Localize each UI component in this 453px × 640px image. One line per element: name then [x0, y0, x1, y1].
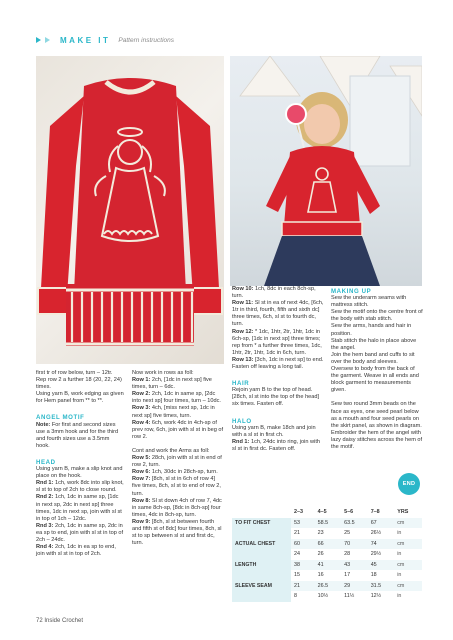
table-cell: 17	[344, 572, 351, 579]
row-label: TO FIT CHEST	[232, 518, 291, 529]
text-column-3	[232, 286, 324, 453]
paragraph: Rnd 3: 2ch, 1dc in same sp, 2dc in ea sp to end, join with sl st in top of 2ch – 24dc.	[36, 522, 124, 543]
paragraph: Row 4: 6ch, work 4dc in 4ch-sp of prev row, 6ch, join with sl st in beg of row 2.	[132, 419, 224, 440]
page-header	[36, 32, 174, 48]
table-row	[232, 560, 422, 571]
table-cell: 45	[368, 560, 395, 571]
paragraph: Row 9: [8ch, sl st between fourth and fifth st of 8dc] four times, 8ch, sl st to sp between sl st and first dc, turn.	[132, 518, 222, 547]
paragraph: Rejoin yarn B to the top of head. [28ch, sl st into the top of the head] six times. Fasten off.	[232, 387, 320, 408]
table-row	[232, 581, 422, 592]
row-label: ACTUAL CHEST	[232, 539, 291, 550]
table-cell: 8	[294, 593, 297, 600]
table-cell: 16	[317, 572, 324, 579]
end-badge: END	[398, 473, 420, 495]
paragraph: Rnd 4: 2ch, 1dc in ea sp to end, join with sl st in top of 2ch.	[36, 544, 116, 558]
table-cell-unit: in	[397, 572, 402, 579]
text-column-1	[36, 370, 124, 558]
table-cell: 38	[291, 560, 315, 571]
paragraph: first tr of row below, turn – 12tr. Rep row 2 a further 18 (20, 22, 24) times. Using yarn B, work edging as given for Hem panel from ** to **.	[36, 370, 124, 405]
table-cell: 15	[294, 572, 300, 579]
table-cell: 67	[368, 518, 395, 529]
table-row	[232, 518, 422, 529]
arrow-icon	[36, 37, 41, 43]
table-cell: 26½	[370, 530, 382, 537]
table-cell: 24	[294, 551, 300, 558]
table-cell-unit: in	[397, 530, 402, 537]
table-cell: 41	[315, 560, 342, 571]
paragraph: Row 10: 1ch, 8dc in each 8ch-sp, turn.	[232, 286, 316, 300]
table-cell: 12½	[370, 593, 382, 600]
text-column-4	[331, 286, 423, 451]
row-label	[232, 570, 291, 581]
row-label	[232, 591, 291, 602]
table-cell-unit: in	[397, 593, 402, 600]
table-cell: 26.5	[315, 581, 342, 592]
paragraph: Now work in rows as foll:	[132, 370, 194, 376]
page-footer: 72 Inside Crochet	[36, 618, 84, 624]
table-cell: 10½	[317, 593, 329, 600]
table-cell: 21	[291, 581, 315, 592]
table-cell: 21	[294, 530, 300, 537]
paragraph: Sew two round 3mm beads on the face as eyes, one seed pearl below as a mouth and four seed pearls on the skirt panel, as shown in diagram. Embroider the hem of the angel with lazy daisy stitches across the hem of the motif.	[331, 401, 423, 450]
table-cell-unit: cm	[394, 539, 422, 550]
table-cell: 26	[317, 551, 324, 558]
table-cell: 58.5	[315, 518, 342, 529]
table-cell-unit: cm	[394, 560, 422, 571]
table-cell: 74	[368, 539, 395, 550]
table-cell: 29½	[370, 551, 382, 558]
table-cell: 63.5	[341, 518, 368, 529]
table-cell: 18	[370, 572, 377, 579]
measurements-table	[232, 507, 422, 602]
paragraph: Row 1: 2ch, [1dc in next sp] five times, turn – 6dc.	[132, 377, 212, 391]
section-title: MAKE IT	[60, 35, 111, 45]
table-header-cell: 4–5	[317, 509, 327, 516]
table-cell: 31.5	[368, 581, 395, 592]
section-subtitle: Pattern instructions	[118, 36, 175, 44]
model-image	[230, 56, 422, 286]
paragraph: Sew the underarm seams with mattress stitch. Sew the motif onto the centre front of the body with stab stitch. Sew the arms, hands and hair in position. Stab stitch the halo in place above the angel. Join the hem band and cuffs to sit over the body and sleeves. Oversew to body from the back of the garment. Weave in all ends and block garment to measurements given.	[331, 295, 423, 394]
paragraph: Note: For first and second sizes use a 3mm hook and for the third and fourth sizes use a 3.5mm hook.	[36, 421, 119, 449]
table-cell: 11½	[344, 593, 355, 600]
table-header-cell: 2–3	[294, 509, 303, 516]
table-cell-unit: cm	[394, 518, 422, 529]
table-header-cell: 5–6	[344, 509, 354, 516]
row-label	[232, 528, 291, 539]
row-label: LENGTH	[232, 560, 291, 571]
paragraph: Row 8: Sl st down 4ch of row 7, 4dc in same 8ch-sp, [8dc in 8ch-sp] four times, 4dc in 8ch-sp, turn.	[132, 497, 222, 518]
heading-angel-motif: ANGEL MOTIF	[36, 414, 85, 422]
paragraph: Cont and work the Arms as foll:	[132, 447, 210, 454]
row-label	[232, 549, 291, 560]
table-cell: 29	[341, 581, 368, 592]
paragraph: Rnd 1: 1ch, 24dc into ring, join with sl st in first dc. Fasten off.	[232, 438, 320, 452]
row-label: SLEEVE SEAM	[232, 581, 291, 592]
text-column-2	[132, 370, 224, 547]
table-header-cell: 7–8	[370, 509, 380, 516]
table-cell: 23	[317, 530, 324, 537]
table-cell: 70	[341, 539, 368, 550]
table-cell: 25	[344, 530, 351, 537]
table-cell-unit: in	[397, 551, 402, 558]
paragraph: Rnd 1: 1ch, work 8dc into slip knot, sl st to top of 2ch to close round.	[36, 480, 124, 494]
heading-hair: HAIR	[232, 380, 250, 388]
table-cell: 28	[344, 551, 351, 558]
paragraph: Row 12: * 1dc, 1htr, 2tr, 1htr, 1dc in 6ch-sp, [1dc in next sp] three times; rep from * a further three times, 1dc, 1htr, 2tr, 1htr, 1dc in 6ch, turn.	[232, 328, 322, 356]
table-header-cell: YRS	[397, 509, 409, 516]
table-cell: 60	[291, 539, 315, 550]
table-header-row	[232, 507, 422, 518]
table-header-cell	[232, 507, 291, 518]
table-cell-unit: cm	[394, 581, 422, 592]
table-cell: 66	[315, 539, 342, 550]
model-photo	[230, 56, 422, 286]
table-row	[232, 570, 422, 581]
sweater-image	[36, 56, 224, 364]
paragraph: Row 13: [3ch, 1dc in next sp] to end. Fasten off leaving a long tail.	[232, 356, 324, 371]
paragraph: Row 11: Sl st in ea of next 4dc, [6ch, 1tr in third, fourth, fifth and sixth dc] three times, 6ch, sl st to fourth dc, turn.	[232, 300, 324, 328]
sweater-photo	[36, 56, 224, 364]
paragraph: Row 7: [8ch, sl st in 6ch of row 4] five times, 8ch, sl st to end of row 2, turn.	[132, 476, 221, 497]
paragraph: Row 6: 1ch, 30dc in 28ch-sp, turn.	[132, 469, 218, 476]
paragraph: Using yarn B, make a slip knot and place on the hook.	[36, 466, 123, 480]
table-cell: 43	[341, 560, 368, 571]
arrow-icon	[45, 37, 50, 43]
table-cell: 53	[291, 518, 315, 529]
paragraph: Using yarn B, make 18ch and join with a sl st in first ch.	[232, 424, 316, 438]
table-row	[232, 549, 422, 560]
heading-head: HEAD	[36, 458, 56, 466]
table-row	[232, 539, 422, 550]
paragraph: Row 5: 28ch, join with sl st in end of row 2, turn.	[132, 455, 222, 469]
paragraph: Rnd 2: 1ch, 1dc in same sp, [1dc in next sp, 2dc in next sp] three times, 1dc in next sp, join with sl st in top of 1ch – 12dc.	[36, 494, 122, 522]
paragraph: Row 2: 2ch, 1dc in same sp, [2dc into next sp] four times, turn – 10dc.	[132, 391, 221, 405]
heading-making-up: MAKING UP	[331, 288, 372, 295]
table-row	[232, 528, 422, 539]
paragraph: Row 3: 4ch, [miss next sp, 1dc in next sp] five times, turn.	[132, 405, 215, 419]
table-row	[232, 591, 422, 602]
heading-halo: HALO	[232, 417, 252, 425]
